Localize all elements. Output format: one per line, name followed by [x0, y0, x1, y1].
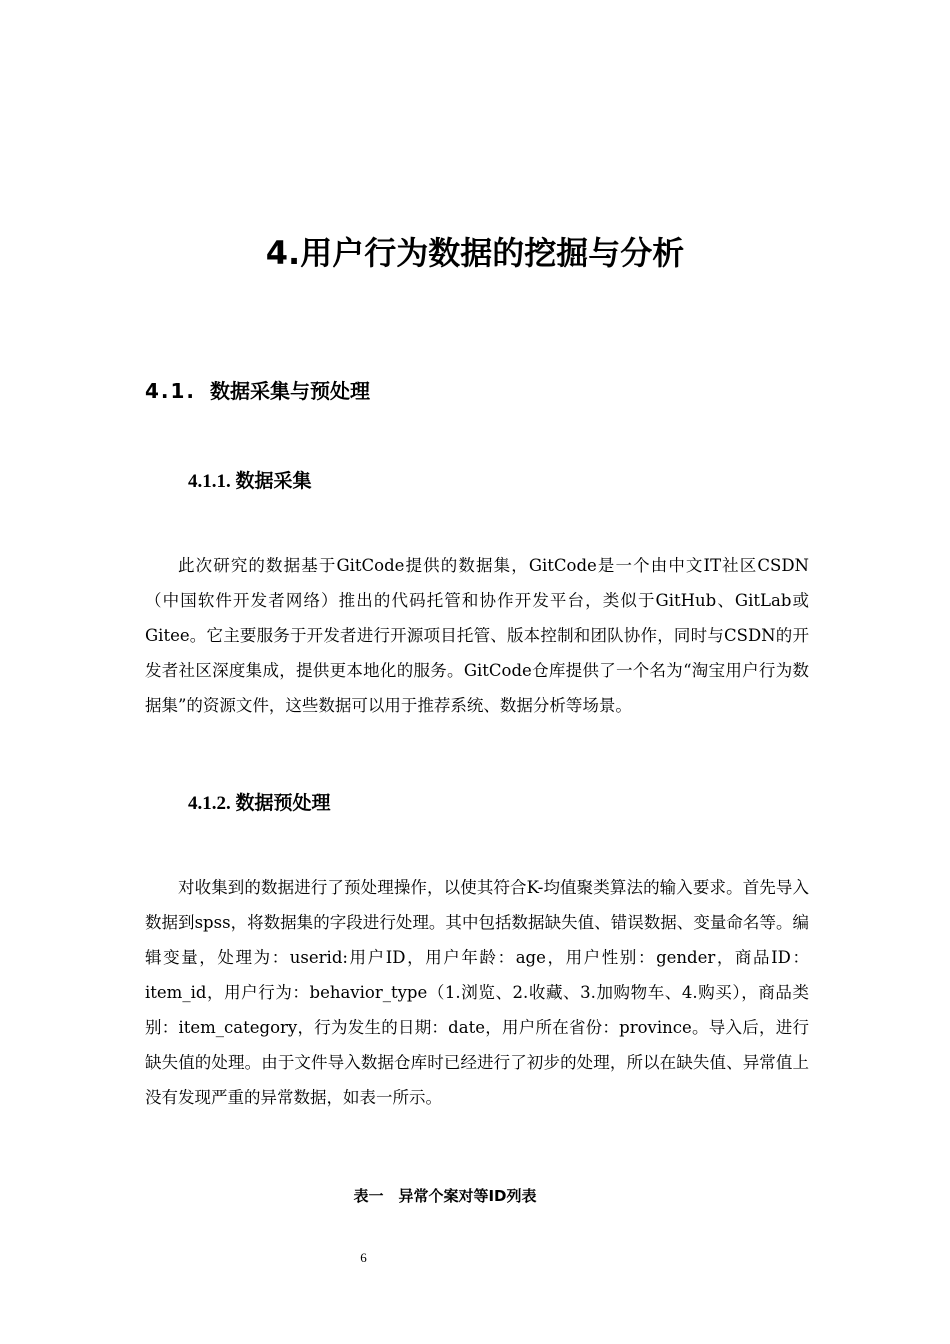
subsection-title: 数据预处理: [235, 792, 331, 814]
section-number: 4.1.: [145, 379, 197, 403]
subsection-title: 数据采集: [235, 470, 312, 492]
table-caption: 表一 异常个案对等ID列表: [353, 1187, 537, 1205]
paragraph-preprocessing: 对收集到的数据进行了预处理操作，以使其符合K-均值聚类算法的输入要求。首先导入数据到spss，将数据集的字段进行处理。其中包括数据缺失值、错误数据、变量命名等。编辑变量，处理为：userid:用户ID，用户年龄：age，用户性别：gender，商品ID：item_id，用户行为：behavior_type（1.浏览、2.收藏、3.加购物车、4.购买），商品类别：item_category，行为发生的日期：date，用户所在省份：province。导入后，进行缺失值的处理。由于文件导入数据仓库时已经进行了初步的处理，所以在缺失值、异常值上没有发现严重的异常数据，如表一所示。: [145, 878, 809, 1107]
subsection-heading-data-collection: [188, 466, 312, 497]
section-heading: [145, 376, 370, 406]
page-number: 6: [360, 1250, 367, 1265]
chapter-title: 4.用户行为数据的挖掘与分析: [265, 234, 685, 272]
subsection-number: 4.1.2.: [188, 793, 231, 814]
section-title: 数据采集与预处理: [210, 379, 371, 403]
subsection-number: 4.1.1.: [188, 471, 231, 492]
subsection-heading-preprocessing: [188, 788, 331, 819]
paragraph-data-collection: 此次研究的数据基于GitCode提供的数据集，GitCode是一个由中文IT社区CSDN（中国软件开发者网络）推出的代码托管和协作开发平台，类似于GitHub、GitLab或Gitee。它主要服务于开发者进行开源项目托管、版本控制和团队协作，同时与CSDN的开发者社区深度集成，提供更本地化的服务。GitCode仓库提供了一个名为“淘宝用户行为数据集”的资源文件，这些数据可以用于推荐系统、数据分析等场景。: [145, 556, 809, 715]
